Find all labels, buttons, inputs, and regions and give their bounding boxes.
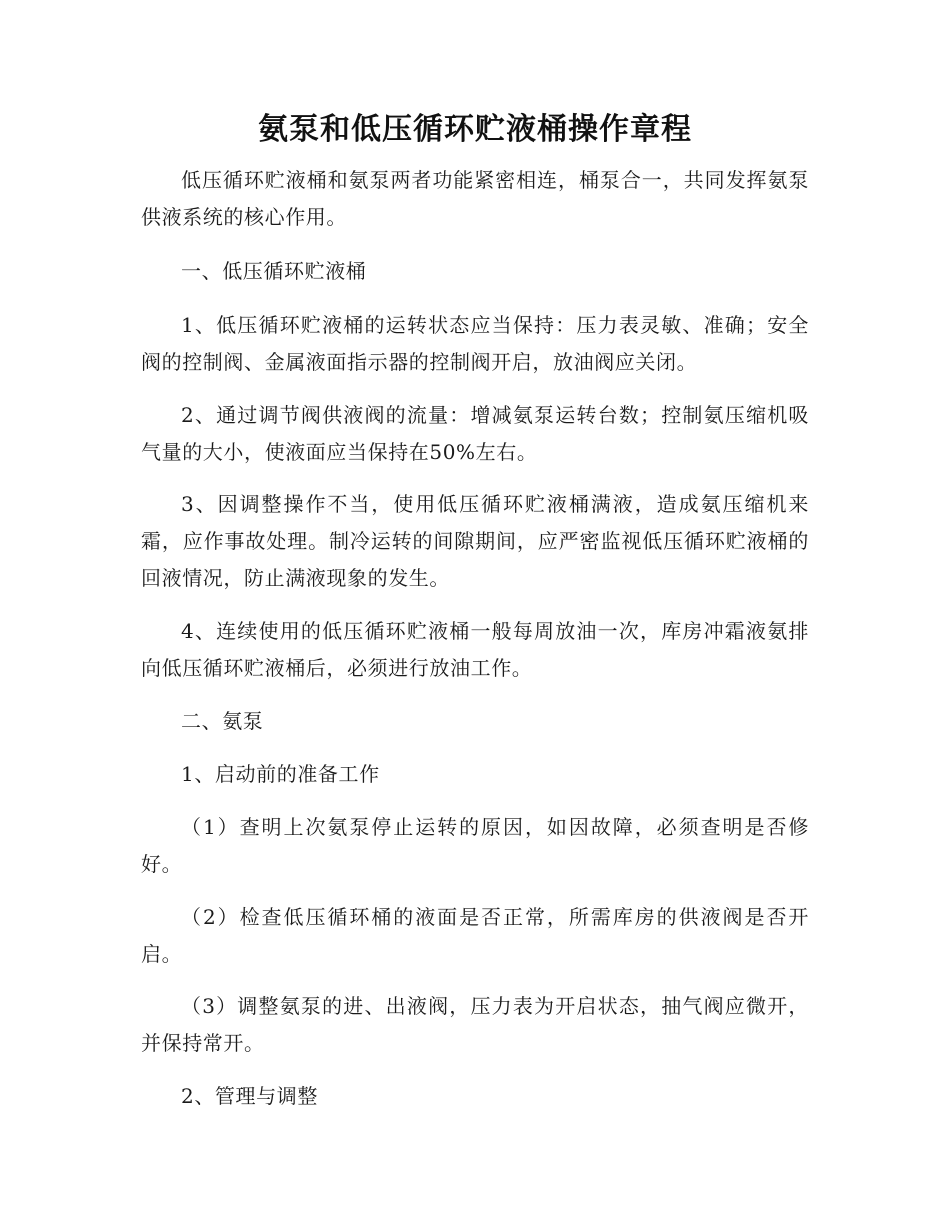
intro-paragraph: 低压循环贮液桶和氨泵两者功能紧密相连，桶泵合一，共同发挥氨泵供液系统的核心作用。 — [141, 168, 809, 229]
subsection-2-heading: 2、管理与调整 — [181, 1084, 318, 1108]
document-title: 氨泵和低压循环贮液桶操作章程 — [258, 112, 692, 147]
section-1-item-4: 4、连续使用的低压循环贮液桶一般每周放油一次，库房冲霜液氨排向低压循环贮液桶后，必须进行放油工作。 — [141, 619, 809, 680]
section-1-item-1: 1、低压循环贮液桶的运转状态应当保持：压力表灵敏、准确；安全阀的控制阀、金属液面指示器的控制阀开启，放油阀应关闭。 — [141, 313, 809, 374]
section-2-heading: 二、氨泵 — [181, 709, 264, 733]
subsection-1-item-3: （3）调整氨泵的进、出液阀，压力表为开启状态，抽气阀应微开，并保持常开。 — [141, 994, 809, 1055]
section-1-item-2: 2、通过调节阀供液阀的流量：增减氨泵运转台数；控制氨压缩机吸气量的大小，使液面应当保持在50%左右。 — [141, 403, 809, 464]
section-1-heading: 一、低压循环贮液桶 — [181, 259, 367, 283]
subsection-1-heading: 1、启动前的准备工作 — [181, 762, 380, 786]
section-1-item-3: 3、因调整操作不当，使用低压循环贮液桶满液，造成氨压缩机来霜，应作事故处理。制冷运转的间隙期间，应严密监视低压循环贮液桶的回液情况，防止满液现象的发生。 — [141, 492, 809, 590]
subsection-1-item-1: （1）查明上次氨泵停止运转的原因，如因故障，必须查明是否修好。 — [141, 815, 809, 876]
subsection-1-item-2: （2）检查低压循环桶的液面是否正常，所需库房的供液阀是否开启。 — [141, 905, 809, 966]
